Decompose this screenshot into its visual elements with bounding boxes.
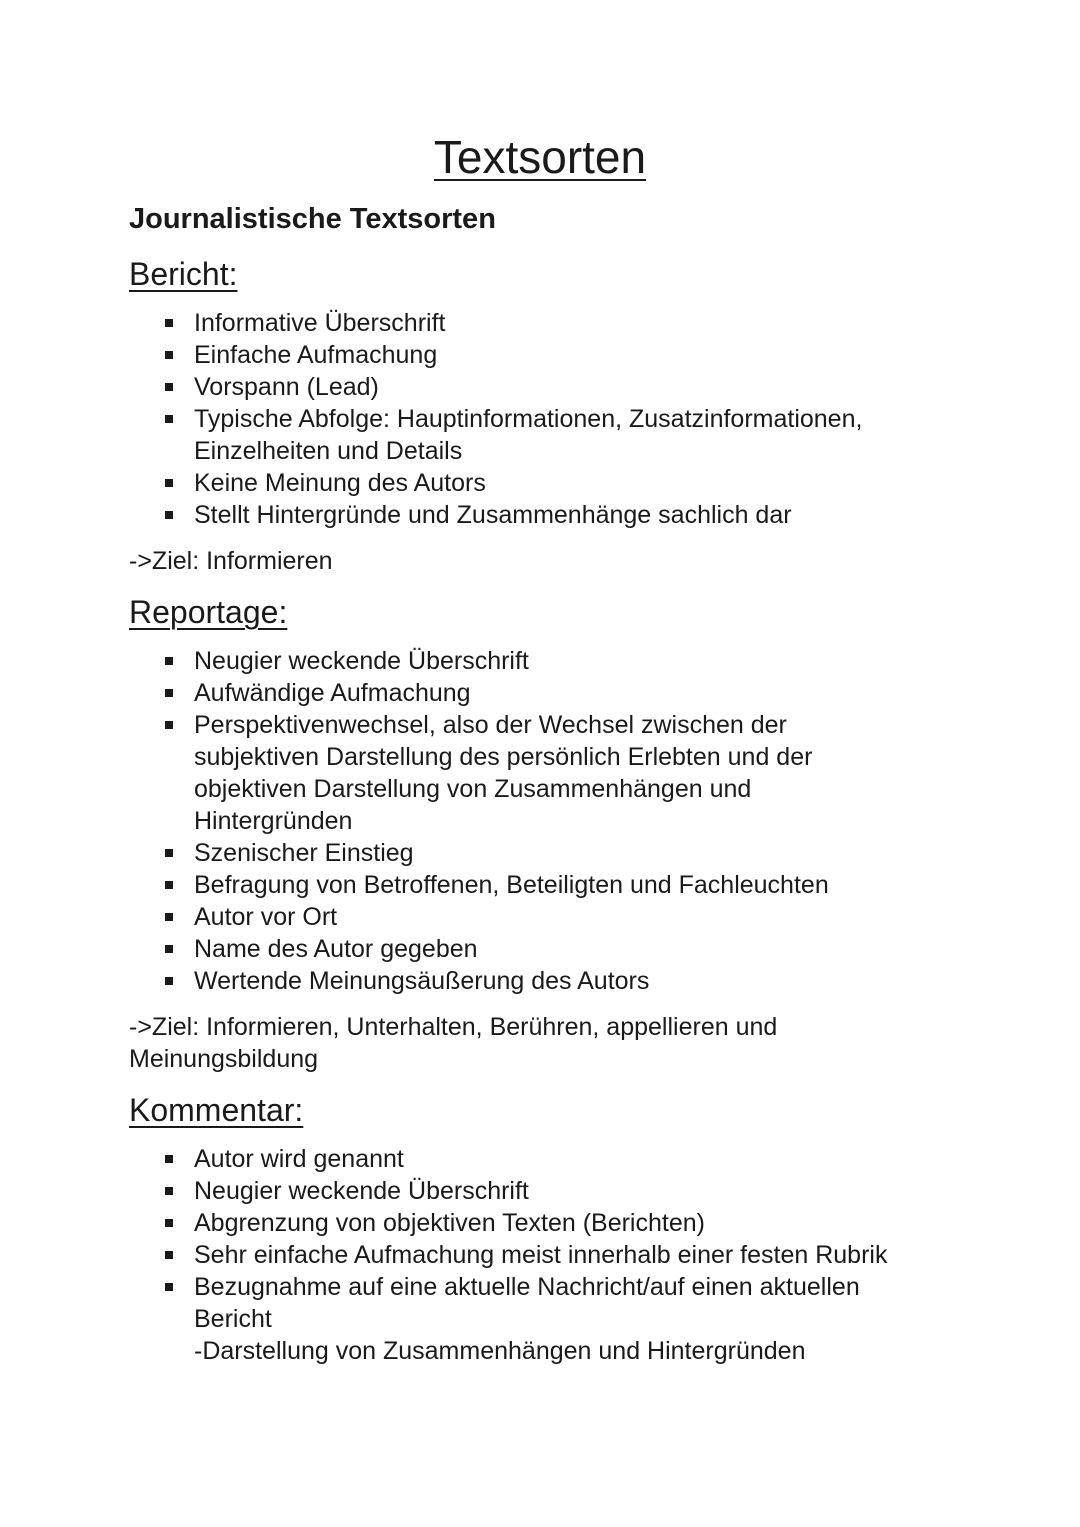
section-heading-bericht-text: Bericht: [129, 256, 238, 292]
bericht-goal: ->Ziel: Informieren [129, 547, 333, 575]
reportage-goal: ->Ziel: Informieren, Unterhalten, Berühren, appellieren und Meinungsbildung [129, 1013, 778, 1073]
list-item: Abgrenzung von objektiven Texten (Berichten) [194, 1207, 954, 1239]
section-heading-bericht [129, 254, 237, 294]
section-heading-reportage-text: Reportage: [129, 594, 288, 630]
list-item: Bezugnahme auf eine aktuelle Nachricht/auf einen aktuellen Bericht [194, 1271, 954, 1335]
list-item: Szenischer Einstieg [194, 837, 954, 869]
list-item: Sehr einfache Aufmachung meist innerhalb einer festen Rubrik [194, 1239, 954, 1271]
section-group-title: Journalistische Textsorten [129, 203, 496, 235]
page-title-text: Textsorten [433, 131, 647, 183]
list-item: Neugier weckende Überschrift [194, 1175, 954, 1207]
section-heading-reportage [129, 592, 287, 632]
list-item: Vorspann (Lead) [194, 371, 954, 403]
bericht-list [194, 307, 954, 531]
section-heading-kommentar-text: Kommentar: [129, 1092, 304, 1128]
kommentar-list [194, 1143, 954, 1367]
list-item: Autor wird genannt [194, 1143, 954, 1175]
section-heading-kommentar [129, 1090, 303, 1130]
list-item: Wertende Meinungsäußerung des Autors [194, 965, 954, 997]
list-item: Keine Meinung des Autors [194, 467, 954, 499]
list-item: Typische Abfolge: Hauptinformationen, Zusatzinformationen, Einzelheiten und Details [194, 403, 954, 467]
list-item: Einfache Aufmachung [194, 339, 954, 371]
reportage-list [194, 645, 954, 997]
list-item: Befragung von Betroffenen, Beteiligten und Fachleuchten [194, 869, 954, 901]
list-item: Autor vor Ort [194, 901, 954, 933]
list-item: Perspektivenwechsel, also der Wechsel zwischen der subjektiven Darstellung des persönlich Erlebten und der objektiven Darstellung von Zusammenhängen und Hintergründen [194, 709, 954, 837]
list-item: Neugier weckende Überschrift [194, 645, 954, 677]
list-item: Stellt Hintergründe und Zusammenhänge sachlich dar [194, 499, 954, 531]
list-item: Name des Autor gegeben [194, 933, 954, 965]
list-item: Aufwändige Aufmachung [194, 677, 954, 709]
list-item: Informative Überschrift [194, 307, 954, 339]
list-item-continuation: -Darstellung von Zusammenhängen und Hintergründen [194, 1337, 806, 1365]
page-title [0, 128, 1080, 186]
